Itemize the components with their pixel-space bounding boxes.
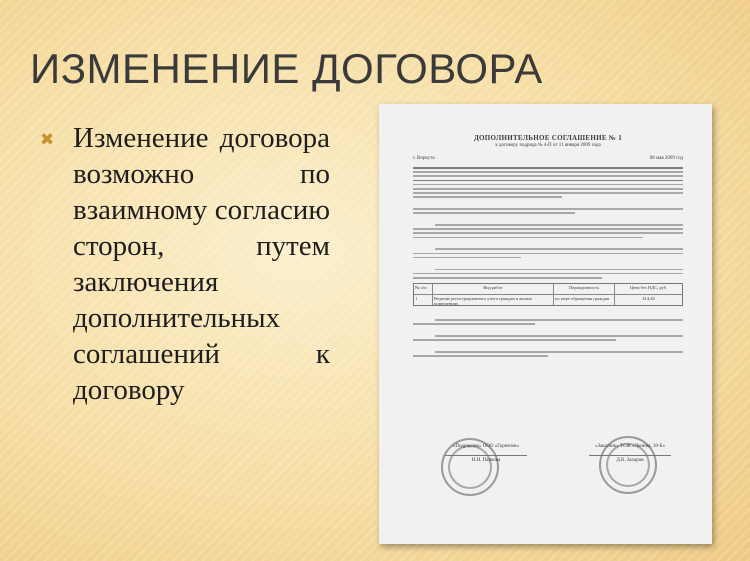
sign-right-name: Д.В. Захаров: [616, 458, 644, 463]
table-header: Цена без НДС, руб.: [629, 284, 668, 290]
table-header: Вид работ: [433, 284, 554, 294]
document-image: [379, 104, 712, 544]
table-header: № п/п: [414, 284, 433, 294]
table-cell: 1: [414, 295, 433, 305]
table-cell: Ведение регистрационного учета граждан в жилых помещениях: [433, 295, 554, 305]
slide-title: ИЗМЕНЕНИЕ ДОГОВОРА: [30, 45, 543, 92]
document-body-text: [413, 167, 683, 279]
sign-left-party: «Подрядчик» ООО «Горнязов»: [452, 444, 520, 449]
document-date: 08 мая 2009 год: [649, 156, 683, 161]
document-city: г. Воркута: [413, 156, 435, 161]
document-title: ДОПОЛНИТЕЛЬНОЕ СОГЛАШЕНИЕ № 1: [473, 134, 623, 142]
bullet-item: [40, 120, 330, 408]
sign-left-name: Н.И. Панкова: [471, 458, 501, 463]
bullet-text: Изменение договора возможно по взаимному согласию сторон, путем заключения дополнительных соглашений к договору: [73, 122, 330, 406]
table-header: Периодичность: [554, 284, 615, 294]
document-subtitle: к договору подряда № 4-П от 11 января 2009 года: [495, 143, 601, 148]
document-signatures: [413, 434, 683, 504]
sign-right-party: «Заказчик» ТСЖ «Ленина, 30-Б»: [594, 444, 666, 449]
table-cell: по мере обращения граждан: [554, 295, 615, 305]
document-table: [413, 283, 683, 306]
star-bullet-icon: ✖: [40, 130, 55, 150]
table-cell: 414,46: [642, 295, 655, 301]
document-body-text: [413, 312, 683, 357]
